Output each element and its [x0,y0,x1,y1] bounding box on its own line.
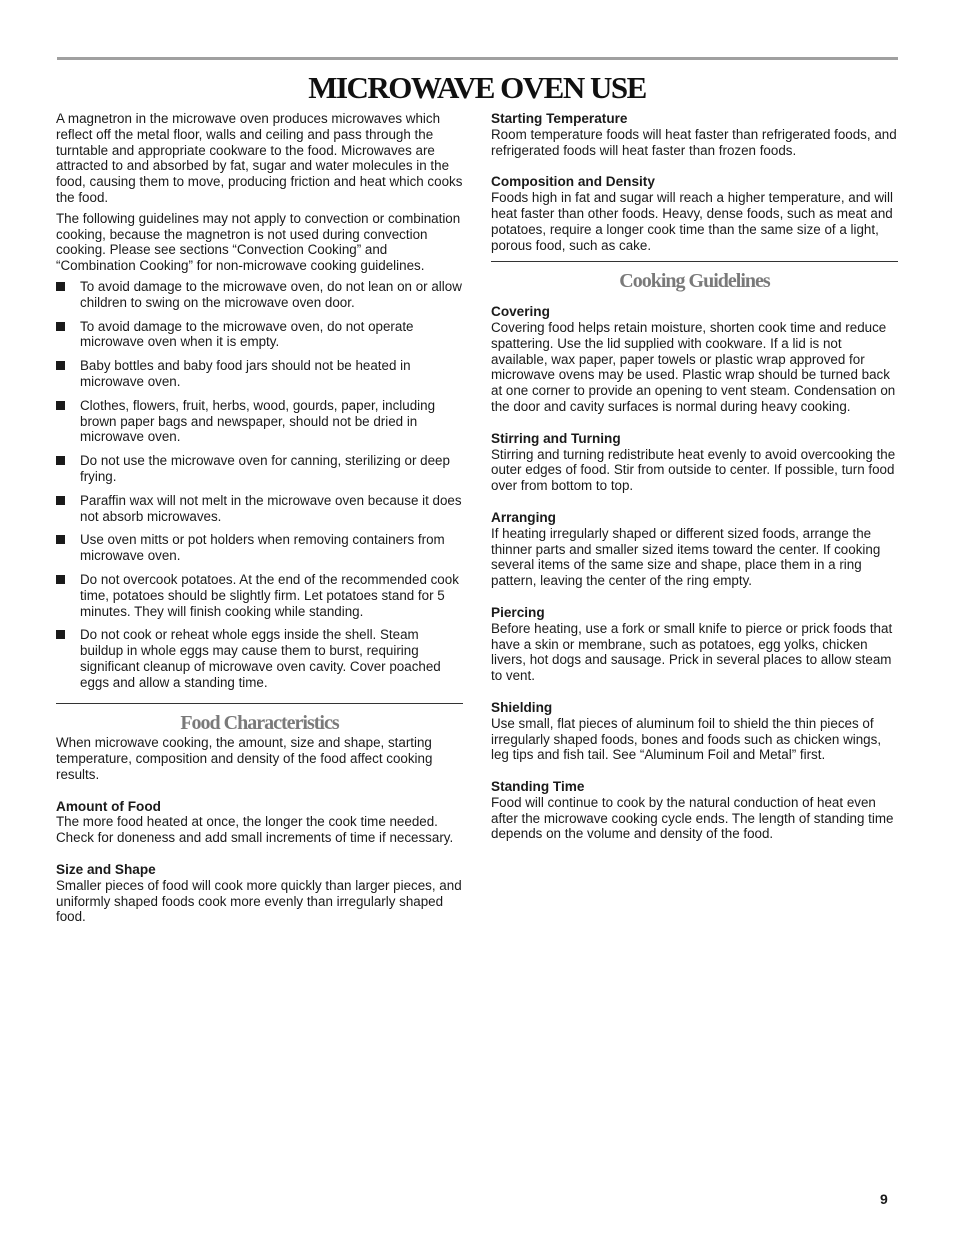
food-characteristics-intro: When microwave cooking, the amount, size and shape, starting temperature, composition and density of the food affect cooking results. [56,735,433,782]
bullet-item: Use oven mitts or pot holders when removing containers from microwave oven. [56,532,463,564]
piercing-text: Before heating, use a fork or small knife to pierce or prick foods that have a skin or membrane, such as potatoes, egg yolks, chicken livers, hot dogs and sausage. Prick in several places to allow steam to vent. [491,620,893,684]
starting-temperature-text: Room temperature foods will heat faster than refrigerated foods, and refrigerated foods will heat faster than frozen foods. [491,126,897,158]
square-bullet-icon [56,575,65,584]
square-bullet-icon [56,456,65,465]
size-and-shape-text: Smaller pieces of food will cook more quickly than larger pieces, and uniformly shaped foods cook more evenly than irregularly shaped food. [56,877,462,925]
square-bullet-icon [56,322,65,331]
size-and-shape-section [56,862,463,925]
bullet-item: Do not cook or reheat whole eggs inside the shell. Steam buildup in whole eggs may cause them to burst, requiring significant cleanup of microwave oven cavity. Cover poached eggs and allow a standing time. [56,627,463,690]
square-bullet-icon [56,630,65,639]
bullet-item: Paraffin wax will not melt in the microwave oven because it does not absorb microwaves. [56,493,463,525]
bullet-item: Do not use the microwave oven for canning, sterilizing or deep frying. [56,453,463,485]
amount-of-food-section [56,799,463,846]
stirring-heading: Stirring and Turning [491,430,621,446]
intro-paragraph-1: A magnetron in the microwave oven produces microwaves which reflect off the metal floor, walls and ceiling and pass through the turntable and appropriate cookware to the food. Microwaves are attracted to and absorbed by fat, sugar and water molecules in the food, causing them to move, producing friction and heat which cooks the food. [56,111,463,205]
bullet-item: Baby bottles and baby food jars should not be heated in microwave oven. [56,358,463,390]
shielding-section [491,700,898,763]
shielding-heading: Shielding [491,699,553,715]
stirring-section [491,431,898,494]
arranging-heading: Arranging [491,509,556,525]
section-divider [491,261,898,262]
standing-time-text: Food will continue to cook by the natural conduction of heat even after the microwave cooking cycle ends. The length of standing time depends on the volume and density of the food. [491,794,894,842]
size-and-shape-heading: Size and Shape [56,862,156,878]
starting-temperature-section [491,111,898,158]
composition-heading: Composition and Density [491,174,655,190]
safety-bullet-list [56,279,463,691]
composition-text: Foods high in fat and sugar will reach a higher temperature, and will heat faster than other foods. Heavy, dense foods, such as meat and potatoes, require a longer cook time than the same size of a light, porous food, such as cake. [491,190,893,253]
stirring-text: Stirring and turning redistribute heat evenly to avoid overcooking the outer edges of food. Stir from outside to center. If possible, turn food over from bottom to top. [491,446,896,494]
intro-paragraph-2: The following guidelines may not apply to convection or combination cooking, because the magnetron is not used during convection cooking. Please see sections “Convection Cooking” and “Combination Cooking” for non-microwave cooking guidelines. [56,210,461,274]
square-bullet-icon [56,361,65,370]
square-bullet-icon [56,401,65,410]
square-bullet-icon [56,496,65,505]
covering-section [491,304,898,415]
top-rule [57,57,898,60]
piercing-heading: Piercing [491,604,545,620]
covering-text: Covering food helps retain moisture, shorten cook time and reduce spattering. Use the lid supplied with cookware. If a lid is not available, wax paper, paper towels or plastic wrap approved for microwave ovens may be used. Plastic wrap should be turned back at one corner to provide an opening to vent steam. Condensation on the door and cavity surfaces is normal during heavy cooking. [491,319,896,414]
arranging-section [491,510,898,589]
amount-of-food-text: The more food heated at once, the longer the cook time needed. Check for doneness and add small increments of time if necessary. [56,814,454,846]
right-column [491,111,898,858]
bullet-item: Do not overcook potatoes. At the end of the recommended cook time, potatoes should be slightly firm. Let potatoes stand for 5 minutes. They will finish cooking while standing. [56,572,463,619]
square-bullet-icon [56,282,65,291]
composition-section [491,174,898,253]
amount-of-food-heading: Amount of Food [56,798,161,814]
standing-time-heading: Standing Time [491,779,585,795]
page-number: 9 [880,1191,888,1207]
square-bullet-icon [56,535,65,544]
arranging-text: If heating irregularly shaped or different sized foods, arrange the thinner parts and smaller sized items toward the center. If cooking several items of the same size and shape, place them in a ring pattern, leaving the center of the ring empty. [491,525,881,589]
bullet-item: To avoid damage to the microwave oven, do not lean on or allow children to swing on the microwave oven door. [56,279,463,311]
bullet-item: To avoid damage to the microwave oven, do not operate microwave oven when it is empty. [56,319,463,351]
food-characteristics-title: Food Characteristics [180,711,339,734]
bullet-item: Clothes, flowers, fruit, herbs, wood, gourds, paper, including brown paper bags and newspaper, should not be dried in microwave oven. [56,398,463,445]
page-title: MICROWAVE OVEN USE [308,70,646,105]
starting-temperature-heading: Starting Temperature [491,111,628,126]
standing-time-section [491,779,898,842]
piercing-section [491,605,898,684]
cooking-guidelines-title: Cooking Guidelines [619,270,770,293]
section-divider [56,703,463,704]
shielding-text: Use small, flat pieces of aluminum foil to shield the thin pieces of irregularly shaped foods, bones and foods such as chicken wings, leg tips and fish tail. See “Aluminum Foil and Metal” first. [491,715,882,763]
covering-heading: Covering [491,304,550,320]
left-column [56,111,463,941]
